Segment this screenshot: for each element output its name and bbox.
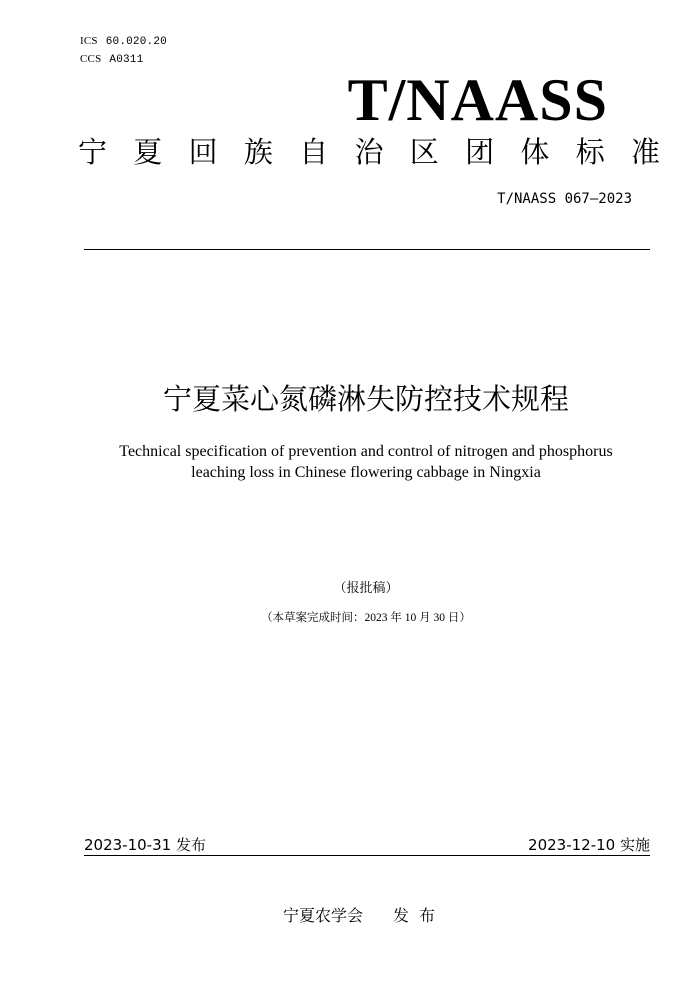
issuer-name: 宁夏农学会 — [283, 906, 364, 925]
issuing-organization — [283, 903, 445, 926]
ccs-label: CCS — [80, 53, 102, 65]
ccs-code: A0311 — [109, 54, 144, 66]
effective-date: 2023-12-10 实施 — [528, 836, 650, 854]
draft-completion-time: （本草案完成时间：2023 年 10 月 30 日） — [261, 612, 471, 624]
ics-classification — [80, 35, 167, 48]
ccs-classification — [80, 53, 143, 66]
standard-logo-text: T/NAASS — [347, 67, 608, 133]
publish-date: 2023-10-31 发布 — [84, 836, 206, 854]
draft-stage: （报批稿） — [333, 580, 399, 595]
document-title-chinese: 宁夏菜心氮磷淋失防控技术规程 — [162, 382, 569, 416]
title-english-line-2: leaching loss in Chinese flowering cabbage in Ningxia — [191, 464, 541, 481]
standard-number: T/NAASS 067—2023 — [497, 191, 632, 207]
issue-action: 发布 — [393, 906, 446, 925]
ics-code: 60.020.20 — [105, 36, 167, 48]
top-divider — [84, 249, 650, 250]
ics-label: ICS — [80, 35, 98, 47]
title-english-line-1: Technical specification of prevention and control of nitrogen and phosphorus — [119, 443, 613, 460]
standard-type-heading: 宁夏回族自治区团体标准 — [78, 135, 687, 169]
document-title-english — [0, 441, 700, 483]
bottom-divider — [84, 855, 650, 856]
